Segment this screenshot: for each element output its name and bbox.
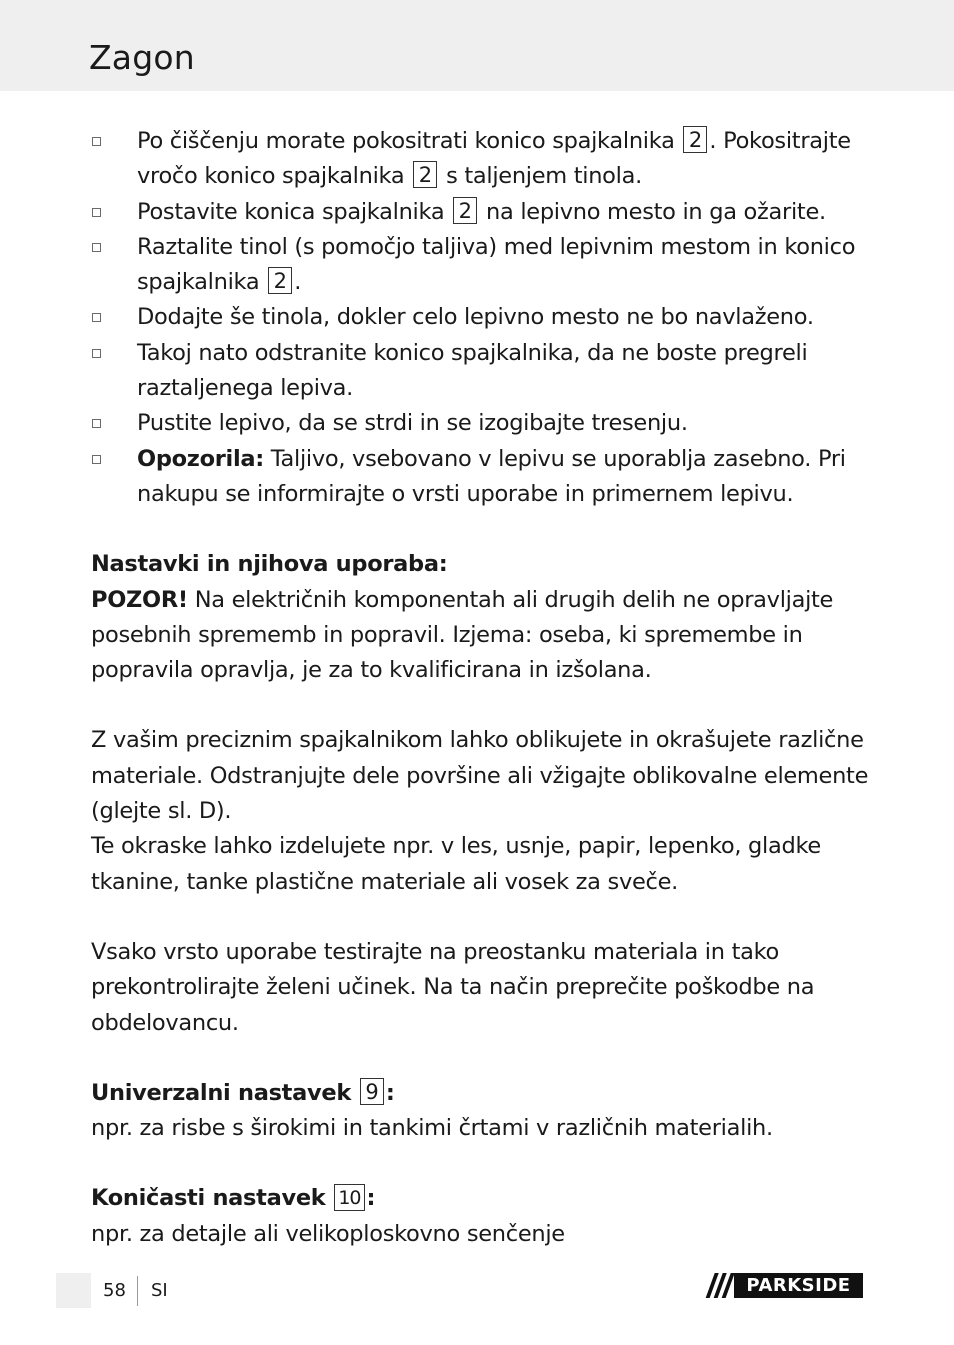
bullet-icon [92,455,101,464]
page-title: Zagon [89,38,195,77]
part-reference: 2 [683,126,707,153]
content [91,124,891,1252]
part-reference: 2 [453,197,477,224]
part-reference: 2 [268,267,292,294]
bullet-icon [92,208,101,217]
instruction-list [91,124,891,512]
section-heading: Univerzalni nastavek 9 : [91,1079,395,1106]
warning-label: POZOR! [91,586,188,613]
list-item: Dodajte še tinola, dokler celo lepivno mesto ne bo navlaženo. [91,300,891,335]
paragraph: Z vašim preciznim spajkalnikom lahko oblikujete in okrašujete različne materiale. Odstranjujte dele površine ali vžigajte oblikovalne elemente (glejte sl. D). [91,727,869,825]
part-reference: 9 [360,1078,384,1105]
part-reference: 2 [413,161,437,188]
bullet-icon [92,137,101,146]
section-heading: Nastavki in njihova uporaba: [91,551,448,578]
list-item: Pustite lepivo, da se strdi in se izogibajte tresenju. [91,406,891,441]
warning-paragraph: POZOR! Na električnih komponentah ali drugih delih ne opravljajte posebnih sprememb in popravil. Izjema: oseba, ki spremembe in popravila opravlja, je za to kvalificirana in izšolana. [91,586,834,684]
paragraph: Te okraske lahko izdelujete npr. v les, usnje, papir, lepenko, gladke tkanine, tanke plastične materiale ali vosek za sveče. [91,833,821,895]
logo-slashes-icon [704,1273,734,1298]
paragraph: npr. za detajle ali velikoploskovno senčenje [91,1220,565,1247]
brand-name: PARKSIDE [734,1273,863,1298]
paragraph: Vsako vrsto uporabe testirajte na preostanku materiala in tako prekontrolirajte želeni učinek. Na ta način preprečite poškodbe na obdelovancu. [91,938,815,1036]
bullet-icon [92,349,101,358]
list-item: Postavite konica spajkalnika 2 na lepivno mesto in ga ožarite. [91,195,891,230]
section-heading: Koničasti nastavek 10 : [91,1185,376,1212]
language-code: SI [151,1280,168,1301]
paragraph: npr. za risbe s širokimi in tankimi črtami v različnih materialih. [91,1115,773,1142]
page-number: 58 [103,1280,126,1301]
warning-label: Opozorila: [137,445,264,472]
bullet-icon [92,243,101,252]
divider [137,1276,138,1306]
list-item: Takoj nato odstranite konico spajkalnika, da ne boste pregreli raztaljenega lepiva. [91,336,891,407]
footer-box [56,1273,91,1308]
list-item: Raztalite tinol (s pomočjo taljiva) med lepivnim mestom in konico spajkalnika 2 . [91,230,891,301]
list-item: Po čiščenju morate pokositrati konico spajkalnika 2 . Pokositrajte vročo konico spajkalnika 2 s taljenjem tinola. [91,124,891,195]
part-reference: 10 [334,1184,364,1211]
brand-logo [704,1273,863,1298]
list-item: Opozorila: Taljivo, vsebovano v lepivu se uporablja zasebno. Pri nakupu se informirajte o vrsti uporabe in primernem lepivu. [91,442,891,513]
bullet-icon [92,313,101,322]
bullet-icon [92,419,101,428]
